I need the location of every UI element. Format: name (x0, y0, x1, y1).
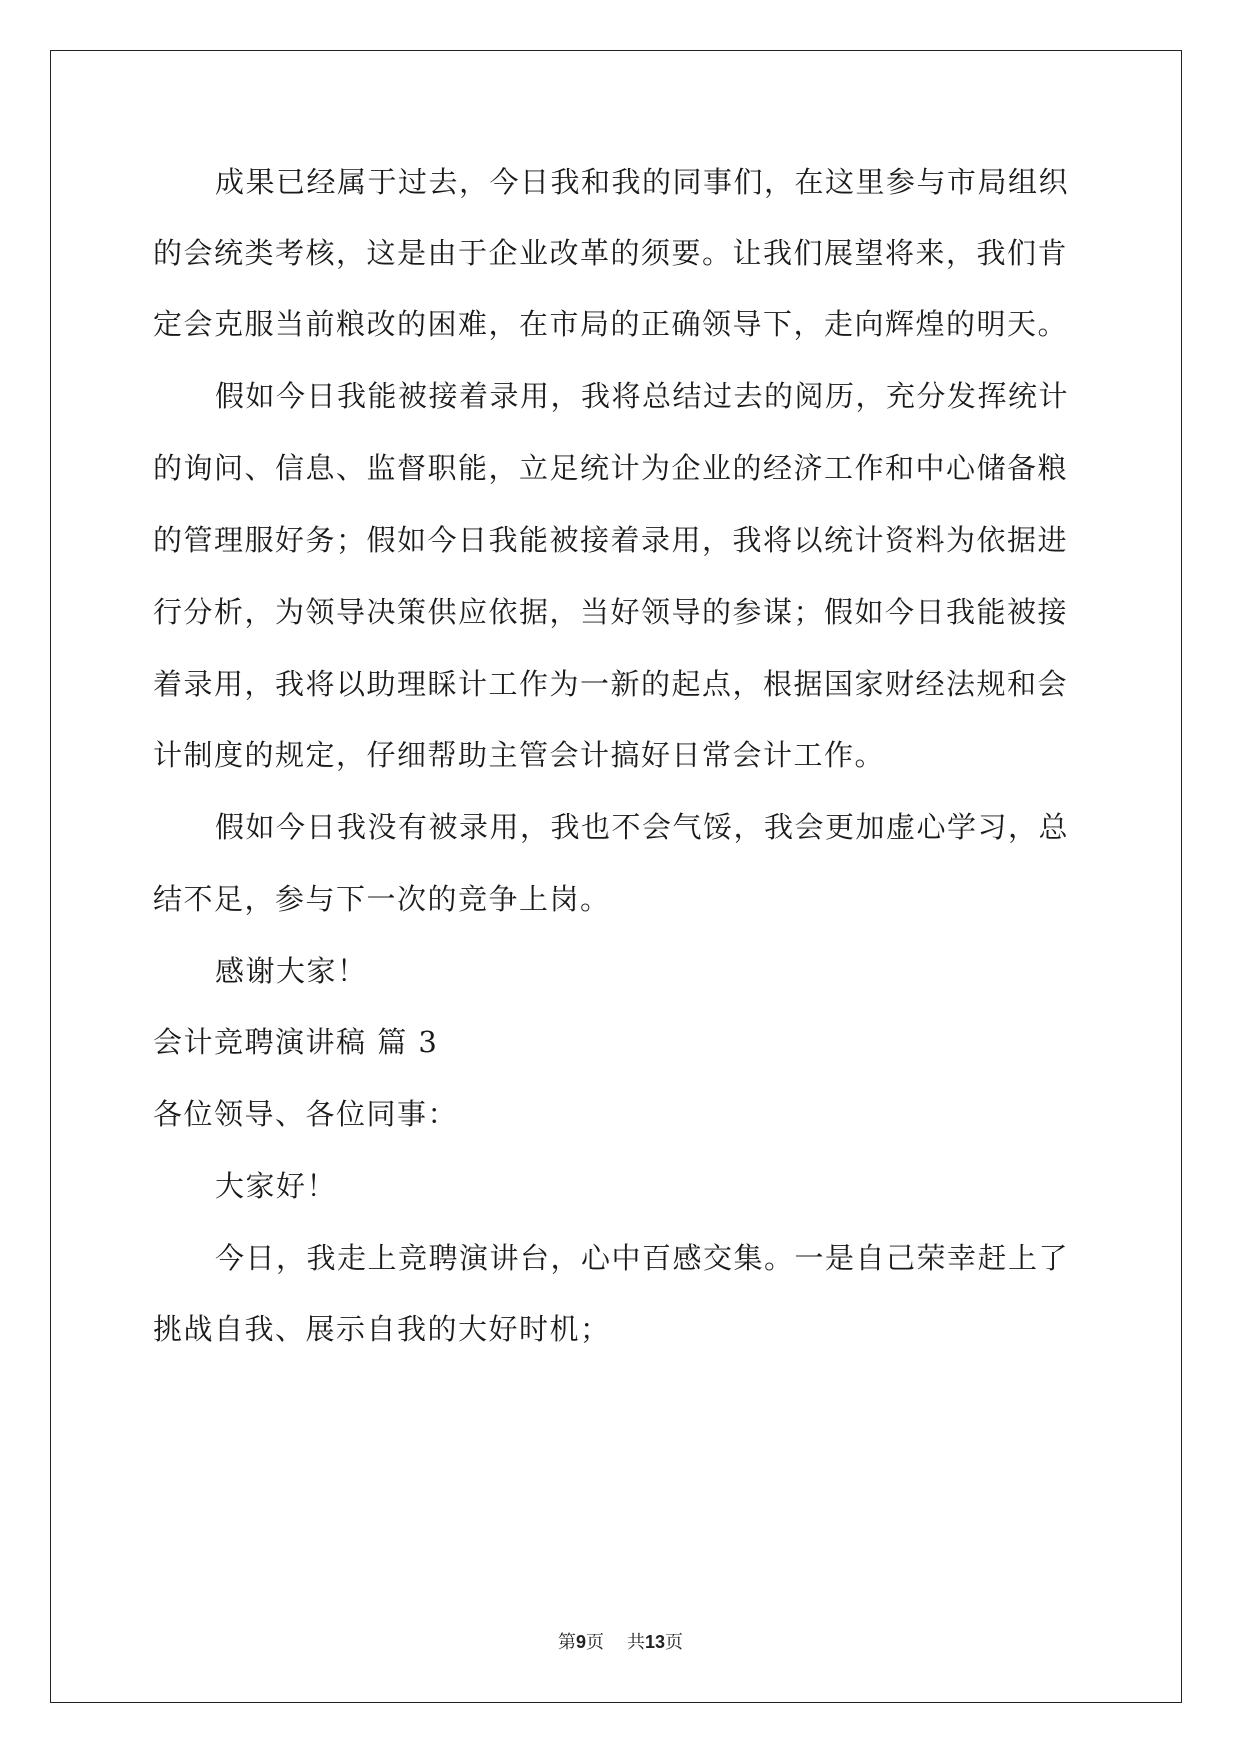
paragraph-line: 成果已经属于过去，今日我和我的同事们，在这里参与市局组织 (215, 165, 1070, 199)
paragraph-line: 挑战自我、展示自我的大好时机； (153, 1312, 611, 1346)
paragraph-line: 假如今日我能被接着录用，我将总结过去的阅历，充分发挥统计 (215, 379, 1070, 413)
closing-thanks: 感谢大家！ (215, 954, 368, 988)
paragraph-line: 结不足，参与下一次的竞争上岗。 (153, 882, 611, 916)
paragraph-line: 的询问、信息、监督职能，立足统计为企业的经济工作和中心储备粮 (153, 451, 1069, 485)
total-prefix: 共 (626, 1632, 645, 1653)
paragraph-line: 的管理服好务；假如今日我能被接着录用，我将以统计资料为依据进 (153, 523, 1069, 557)
salutation: 各位领导、各位同事： (153, 1097, 459, 1131)
paragraph-line: 行分析，为领导决策供应依据，当好领导的参谋；假如今日我能被接 (153, 595, 1069, 629)
page-number: 9 (576, 1632, 587, 1652)
page-prefix: 第 (558, 1632, 577, 1653)
paragraph-line: 计制度的规定，仔细帮助主管会计搞好日常会计工作。 (153, 738, 886, 772)
paragraph-line: 今日，我走上竞聘演讲台，心中百感交集。一是自己荣幸赶上了 (215, 1241, 1070, 1275)
page-suffix: 页 (586, 1632, 605, 1653)
total-suffix: 页 (664, 1632, 683, 1653)
total-pages: 13 (644, 1632, 665, 1652)
page-footer (0, 1628, 1241, 1654)
paragraph-line: 的会统类考核，这是由于企业改革的须要。让我们展望将来，我们肯 (153, 236, 1069, 270)
section-heading: 会计竞聘演讲稿 篇 3 (153, 1025, 439, 1059)
paragraph-line: 假如今日我没有被录用，我也不会气馁，我会更加虚心学习，总 (215, 810, 1070, 844)
paragraph-line: 着录用，我将以助理睬计工作为一新的起点，根据国家财经法规和会 (153, 667, 1069, 701)
greeting: 大家好！ (215, 1169, 338, 1203)
paragraph-line: 定会克服当前粮改的困难，在市局的正确领导下，走向辉煌的明天。 (153, 307, 1069, 341)
